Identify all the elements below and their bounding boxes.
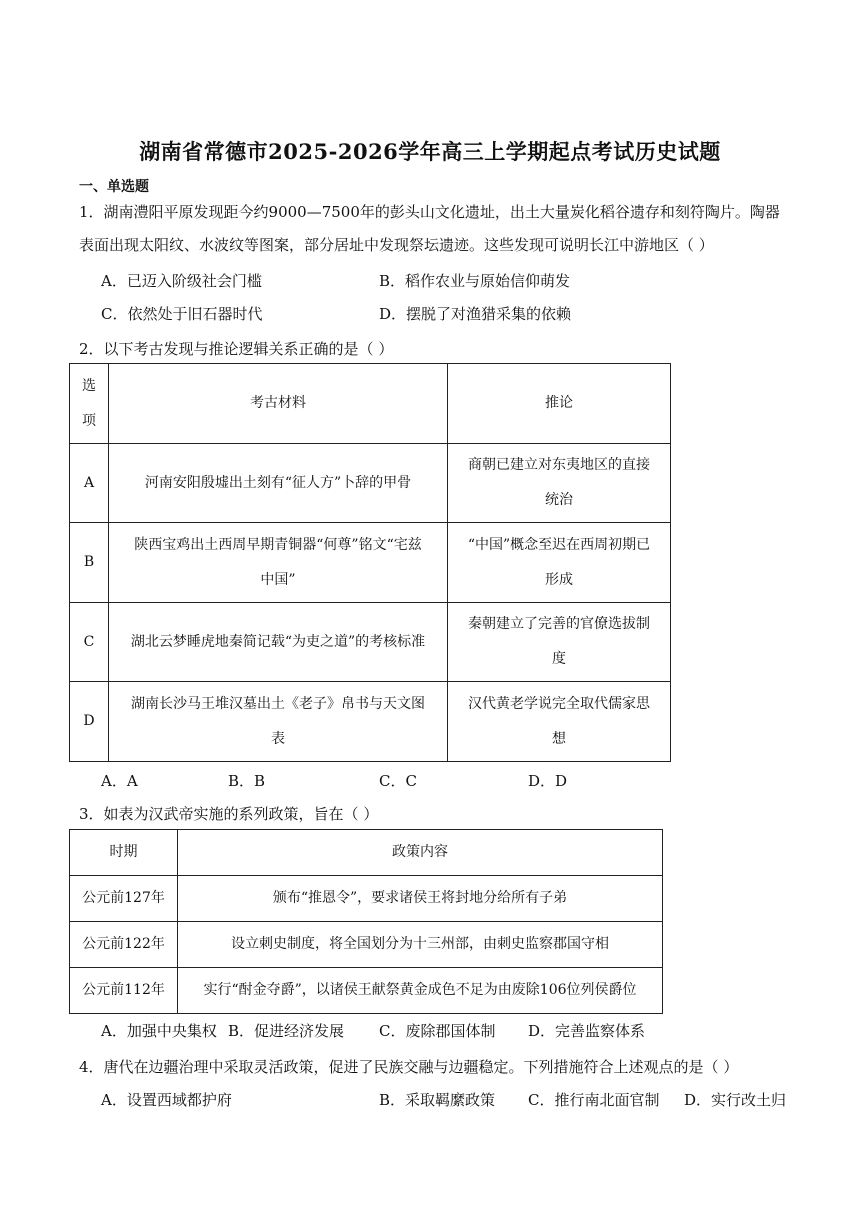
- row-policy: 颁布“推恩令”，要求诸侯王将封地分给所有子弟: [178, 876, 663, 922]
- q1-option-c[interactable]: C．依然处于旧石器时代: [101, 305, 263, 323]
- row-inference: 汉代黄老学说完全取代儒家思 想: [448, 682, 671, 762]
- page-title: 湖南省常德市2025-2026学年高三上学期起点考试历史试题: [139, 139, 721, 164]
- table-row: [70, 523, 671, 603]
- table-row: [70, 682, 671, 762]
- q1-option-d[interactable]: D．摆脱了对渔猎采集的依赖: [379, 305, 572, 323]
- question-1-line-1: 1．湖南澧阳平原发现距今约9000—7500年的彭头山文化遗址，出土大量炭化稻谷遗存和刻符陶片。陶器: [79, 203, 780, 221]
- question-2-table: [69, 363, 671, 762]
- header-period: 时期: [70, 830, 178, 876]
- row-period: 公元前112年: [70, 968, 178, 1014]
- row-option: B: [70, 523, 109, 603]
- q4-option-a[interactable]: A．设置西域都护府: [101, 1091, 232, 1109]
- question-1-line-2: 表面出现太阳纹、水波纹等图案，部分居址中发现祭坛遗迹。这些发现可说明长江中游地区（ ）: [79, 236, 714, 254]
- row-option: A: [70, 444, 109, 523]
- question-3-table: [69, 829, 663, 1014]
- q2-option-c[interactable]: C．C: [379, 772, 417, 790]
- row-material: 河南安阳殷墟出土刻有“征人方”卜辞的甲骨: [109, 444, 448, 523]
- row-material: 陕西宝鸡出土西周早期青铜器“何尊”铭文“宅兹 中国”: [109, 523, 448, 603]
- q1-option-b[interactable]: B．稻作农业与原始信仰萌发: [379, 272, 571, 290]
- row-option: C: [70, 603, 109, 682]
- question-3-stem: 3．如表为汉武帝实施的系列政策，旨在（ ）: [79, 805, 379, 823]
- row-policy: 实行“酎金夺爵”，以诸侯王献祭黄金成色不足为由废除106位列侯爵位: [178, 968, 663, 1014]
- q2-option-d[interactable]: D．D: [528, 772, 568, 790]
- q3-option-c[interactable]: C．废除郡国体制: [379, 1022, 496, 1040]
- table-row: [70, 876, 663, 922]
- row-material: 湖南长沙马王堆汉墓出土《老子》帛书与天文图 表: [109, 682, 448, 762]
- question-1-stem: [79, 196, 785, 262]
- table-row: [70, 968, 663, 1014]
- row-period: 公元前127年: [70, 876, 178, 922]
- row-policy: 设立刺史制度，将全国划分为十三州部，由刺史监察郡国守相: [178, 922, 663, 968]
- row-inference: 秦朝建立了完善的官僚选拔制 度: [448, 603, 671, 682]
- table-header-row: [70, 364, 671, 444]
- q3-option-d[interactable]: D．完善监察体系: [528, 1022, 646, 1040]
- table-row: [70, 603, 671, 682]
- row-material: 湖北云梦睡虎地秦简记载“为吏之道”的考核标准: [109, 603, 448, 682]
- q4-option-c[interactable]: C．推行南北面官制: [528, 1091, 660, 1109]
- q2-option-b[interactable]: B．B: [228, 772, 266, 790]
- header-policy: 政策内容: [178, 830, 663, 876]
- question-2-stem: 2．以下考古发现与推论逻辑关系正确的是（ ）: [79, 340, 394, 358]
- header-option: 选 项: [70, 364, 109, 444]
- q1-option-a[interactable]: A．已迈入阶级社会门槛: [101, 272, 262, 290]
- section-heading: 一、单选题: [79, 179, 149, 195]
- table-header-row: [70, 830, 663, 876]
- header-material: 考古材料: [109, 364, 448, 444]
- row-inference: “中国”概念至迟在西周初期已 形成: [448, 523, 671, 603]
- question-4-stem: 4．唐代在边疆治理中采取灵活政策，促进了民族交融与边疆稳定。下列措施符合上述观点的是（ ）: [79, 1058, 739, 1076]
- row-period: 公元前122年: [70, 922, 178, 968]
- table-row: [70, 444, 671, 523]
- q3-option-b[interactable]: B．促进经济发展: [228, 1022, 345, 1040]
- row-option: D: [70, 682, 109, 762]
- q4-option-b[interactable]: B．采取羁縻政策: [379, 1091, 496, 1109]
- q4-option-d[interactable]: D．实行改土归: [684, 1091, 787, 1109]
- row-inference: 商朝已建立对东夷地区的直接 统治: [448, 444, 671, 523]
- q3-option-a[interactable]: A．加强中央集权: [101, 1022, 217, 1040]
- q2-option-a[interactable]: A．A: [101, 772, 138, 790]
- header-inference: 推论: [448, 364, 671, 444]
- table-row: [70, 922, 663, 968]
